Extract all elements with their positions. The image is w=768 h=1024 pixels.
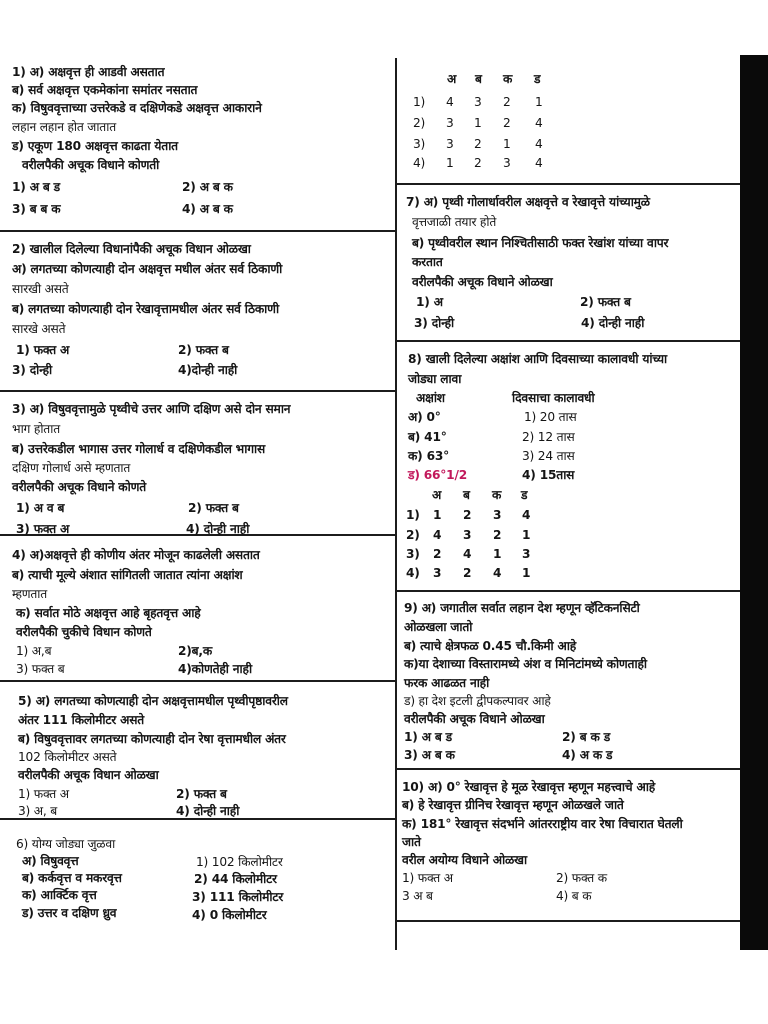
grid6-head-a: अ: [447, 72, 457, 86]
grid6-head-b: ब: [475, 72, 482, 86]
column-divider: [395, 58, 397, 950]
grid8-cell: 2: [433, 547, 442, 561]
q9-statement-c-cont: फरक आढळत नाही: [404, 676, 490, 690]
q7-statement-a: 7) अ) पृथ्वी गोलार्धावरील अक्षवृत्ते व रेखावृत्ते यांच्यामुळे: [406, 195, 650, 209]
grid8-cell: 3: [522, 547, 531, 561]
q6-right-3: 3) 111 किलोमीटर: [192, 890, 284, 904]
q8-column-right: दिवसाचा कालावधी: [512, 391, 595, 405]
grid6-cell: 3: [446, 137, 454, 151]
q10-option-1: 1) फक्त अ: [402, 871, 453, 885]
divider-left-5: [0, 818, 396, 820]
q9-option-1: 1) अ ब ड: [404, 730, 452, 744]
q8-right-2: 2) 12 तास: [522, 430, 575, 444]
divider-right-4: [396, 768, 740, 770]
q6-right-4: 4) 0 किलोमीटर: [192, 908, 267, 922]
q2-statement-a: अ) लगतच्या कोणत्याही दोन अक्षवृत्त मधील अंतर सर्व ठिकाणी: [12, 262, 283, 276]
grid8-cell: 3: [433, 566, 442, 580]
q3-statement-b-cont: दक्षिण गोलार्ध असे म्हणतात: [12, 461, 131, 475]
q10-question: वरील अयोग्य विधाने ओळखा: [402, 853, 527, 867]
q4-option-1: 1) अ,ब: [16, 644, 52, 658]
grid6-cell: 4: [535, 137, 543, 151]
q6-left-1: अ) विषुववृत्त: [22, 854, 79, 868]
q5-option-2: 2) फक्त ब: [176, 787, 227, 801]
grid8-head-a: अ: [432, 488, 442, 502]
q2-option-1: 1) फक्त अ: [16, 343, 70, 357]
divider-right-5: [396, 920, 740, 922]
q9-statement-a: 9) अ) जगातील सर्वात लहान देश म्हणून व्हॅटिकनसिटी: [404, 601, 640, 615]
grid6-cell: 3: [474, 95, 482, 109]
grid6-cell: 1: [503, 137, 511, 151]
grid6-cell: 2: [503, 116, 511, 130]
grid6-cell: 4: [535, 156, 543, 170]
q9-option-3: 3) अ ब क: [404, 748, 455, 762]
q8-left-4: ड) 66°1/2: [408, 468, 467, 482]
grid6-row-label: 4): [413, 156, 426, 170]
grid6-cell: 2: [474, 156, 482, 170]
q4-statement-c: क) सर्वात मोठे अक्षवृत्त आहे बृहतवृत्त आहे: [16, 606, 201, 620]
grid8-cell: 3: [463, 528, 472, 542]
q3-statement-b: ब) उत्तरेकडील भागास उत्तर गोलार्ध व दक्षिणेकडील भागास: [12, 442, 266, 456]
q7-option-1: 1) अ: [416, 295, 443, 309]
q6-left-4: ड) उत्तर व दक्षिण ध्रुव: [22, 906, 117, 920]
q10-statement-c-cont: जाते: [402, 835, 421, 849]
grid8-row-label: 2): [406, 528, 420, 542]
q7-option-4: 4) दोन्ही नाही: [581, 316, 645, 330]
grid8-cell: 2: [463, 566, 472, 580]
q4-option-4: 4)कोणतेही नाही: [178, 662, 252, 676]
q1-option-1: 1) अ ब ड: [12, 180, 60, 194]
q4-statement-a: 4) अ)अक्षवृत्ते ही कोणीय अंतर मोजून काढलेली असतात: [12, 548, 260, 562]
q6-stem: 6) योग्य जोड्या जुळवा: [16, 837, 116, 851]
grid8-cell: 2: [463, 508, 472, 522]
grid6-cell: 3: [503, 156, 511, 170]
grid6-cell: 2: [474, 137, 482, 151]
q1-statement-c-cont: लहान लहान होत जातात: [12, 120, 116, 134]
q3-question: वरीलपैकी अचूक विधाने कोणते: [12, 480, 146, 494]
q10-option-4: 4) ब क: [556, 889, 592, 903]
grid8-row-label: 3): [406, 547, 420, 561]
grid6-cell: 3: [446, 116, 454, 130]
q6-right-1: 1) 102 किलोमीटर: [196, 855, 283, 869]
q7-question: वरीलपैकी अचूक विधाने ओळखा: [412, 275, 553, 289]
grid8-cell: 1: [522, 528, 531, 542]
q3-option-2: 2) फक्त ब: [188, 501, 239, 515]
grid8-cell: 4: [493, 566, 502, 580]
grid6-cell: 4: [535, 116, 543, 130]
q5-statement-a-cont: अंतर 111 किलोमीटर असते: [18, 713, 145, 727]
q8-right-3: 3) 24 तास: [522, 449, 575, 463]
q1-option-4: 4) अ ब क: [182, 202, 233, 216]
q1-question: वरीलपैकी अचूक विधाने कोणती: [22, 158, 160, 172]
grid8-row-label: 1): [406, 508, 420, 522]
grid8-cell: 4: [433, 528, 442, 542]
divider-right-3: [396, 590, 740, 592]
q9-option-4: 4) अ क ड: [562, 748, 613, 762]
grid8-cell: 1: [522, 566, 531, 580]
q3-option-1: 1) अ व ब: [16, 501, 65, 515]
grid6-cell: 1: [535, 95, 543, 109]
q4-statement-b: ब) त्याची मूल्ये अंशात सांगितली जातात त्यांना अक्षांश: [12, 568, 243, 582]
q8-stem-cont: जोड्या लावा: [408, 372, 462, 386]
q3-option-4: 4) दोन्ही नाही: [186, 522, 250, 536]
grid8-head-c: क: [492, 488, 502, 502]
q10-statement-b: ब) हे रेखावृत्त ग्रीनिच रेखावृत्त म्हणून ओळखले जाते: [402, 798, 624, 812]
q3-statement-a-cont: भाग होतात: [12, 422, 60, 436]
q7-statement-b-cont: करतात: [412, 255, 443, 269]
q10-statement-a: 10) अ) 0° रेखावृत्त हे मूळ रेखावृत्त म्हणून महत्त्वाचे आहे: [402, 780, 656, 794]
q5-option-3: 3) अ, ब: [18, 804, 58, 818]
q2-option-2: 2) फक्त ब: [178, 343, 229, 357]
right-edge-shadow: [740, 55, 768, 950]
grid6-head-d: ड: [534, 72, 541, 86]
question-sheet: [0, 50, 768, 950]
divider-left-4: [0, 680, 396, 682]
divider-right-2: [396, 340, 740, 342]
q5-option-1: 1) फक्त अ: [18, 787, 69, 801]
q6-left-2: ब) कर्कवृत्त व मकरवृत्त: [22, 871, 122, 885]
q2-statement-b-cont: सारखे असते: [12, 322, 66, 336]
grid8-cell: 4: [463, 547, 472, 561]
q6-right-2: 2) 44 किलोमीटर: [194, 872, 277, 886]
q4-statement-b-cont: म्हणतात: [12, 587, 48, 601]
divider-left-1: [0, 230, 396, 232]
q8-right-4: 4) 15तास: [522, 468, 575, 482]
q1-statement-b: ब) सर्व अक्षवृत्त एकमेकांना समांतर नसतात: [12, 83, 198, 97]
q1-statement-c: क) विषुववृत्ताच्या उत्तरेकडे व दक्षिणेकडे अक्षवृत्त आकाराने: [12, 101, 262, 115]
q9-question: वरीलपैकी अचूक विधाने ओळखा: [404, 712, 545, 726]
q9-option-2: 2) ब क ड: [562, 730, 611, 744]
q3-statement-a: 3) अ) विषुववृत्तामुळे पृथ्वीचे उत्तर आणि दक्षिण असे दोन समान: [12, 402, 291, 416]
q4-option-2: 2)ब,क: [178, 644, 212, 658]
q10-statement-c: क) 181° रेखावृत्त संदर्भाने आंतरराष्ट्रीय वार रेषा विचारात घेतली: [402, 817, 683, 831]
grid8-cell: 1: [493, 547, 502, 561]
q10-option-3: 3 अ ब: [402, 889, 433, 903]
q4-option-3: 3) फक्त ब: [16, 662, 65, 676]
q9-statement-d: ड) हा देश इटली द्वीपकल्पावर आहे: [404, 694, 551, 708]
q9-statement-c: क)या देशाच्या विस्तारामध्ये अंश व मिनिटांमध्ये कोणताही: [404, 657, 647, 671]
q2-option-3: 3) दोन्ही: [12, 363, 52, 377]
q8-left-1: अ) 0°: [408, 410, 441, 424]
q2-statement-a-cont: सारखी असते: [12, 282, 69, 296]
grid6-cell: 1: [474, 116, 482, 130]
grid6-cell: 1: [446, 156, 454, 170]
q8-stem: 8) खाली दिलेल्या अक्षांश आणि दिवसाच्या कालावधी यांच्या: [408, 352, 667, 366]
q9-statement-a-cont: ओळखला जातो: [404, 620, 473, 634]
q4-question: वरीलपैकी चुकीचे विधान कोणते: [16, 625, 152, 639]
q6-left-3: क) आर्क्टिक वृत्त: [22, 888, 97, 902]
q2-option-4: 4)दोन्ही नाही: [178, 363, 238, 377]
grid6-row-label: 1): [413, 95, 426, 109]
divider-right-1: [396, 183, 740, 185]
grid8-head-d: ड: [521, 488, 528, 502]
q10-option-2: 2) फक्त क: [556, 871, 607, 885]
grid6-head-c: क: [503, 72, 513, 86]
q5-statement-a: 5) अ) लगतच्या कोणत्याही दोन अक्षवृत्तामधील पृथ्वीपृष्ठावरील: [18, 694, 288, 708]
q9-statement-b: ब) त्याचे क्षेत्रफळ 0.45 चौ.किमी आहे: [404, 639, 577, 653]
q1-statement-d: ड) एकूण 180 अक्षवृत्त काढता येतात: [12, 139, 178, 153]
grid8-cell: 1: [433, 508, 442, 522]
q7-option-2: 2) फक्त ब: [580, 295, 631, 309]
grid6-row-label: 3): [413, 137, 426, 151]
q1-option-3: 3) ब ब क: [12, 202, 61, 216]
q3-option-3: 3) फक्त अ: [16, 522, 70, 536]
grid8-cell: 4: [522, 508, 531, 522]
q8-column-left: अक्षांश: [416, 391, 445, 405]
q2-statement-b: ब) लगतच्या कोणत्याही दोन रेखावृत्तामधील अंतर सर्व ठिकाणी: [12, 302, 279, 316]
q8-left-2: ब) 41°: [408, 430, 447, 444]
q5-statement-b-cont: 102 किलोमीटर असते: [18, 750, 117, 764]
grid8-head-b: ब: [463, 488, 470, 502]
q7-statement-a-cont: वृत्तजाळी तयार होते: [412, 215, 497, 229]
grid8-cell: 3: [493, 508, 502, 522]
grid6-cell: 2: [503, 95, 511, 109]
divider-left-2: [0, 390, 396, 392]
grid6-cell: 4: [446, 95, 454, 109]
q5-question: वरीलपैकी अचूक विधान ओळखा: [18, 768, 159, 782]
q7-option-3: 3) दोन्ही: [414, 316, 454, 330]
q1-option-2: 2) अ ब क: [182, 180, 233, 194]
grid6-row-label: 2): [413, 116, 426, 130]
q5-statement-b: ब) विषुववृत्तावर लगतच्या कोणत्याही दोन रेषा वृत्तामधील अंतर: [18, 732, 286, 746]
q7-statement-b: ब) पृथ्वीवरील स्थान निश्चितीसाठी फक्त रेखांश यांच्या वापर: [412, 236, 669, 250]
q1-statement-a: 1) अ) अक्षवृत्त ही आडवी असतात: [12, 65, 165, 79]
grid8-row-label: 4): [406, 566, 420, 580]
q8-left-3: क) 63°: [408, 449, 450, 463]
q2-stem: 2) खालील दिलेल्या विधानांपैकी अचूक विधान ओळखा: [12, 242, 251, 256]
grid8-cell: 2: [493, 528, 502, 542]
q8-right-1: 1) 20 तास: [524, 410, 577, 424]
q5-option-4: 4) दोन्ही नाही: [176, 804, 240, 818]
